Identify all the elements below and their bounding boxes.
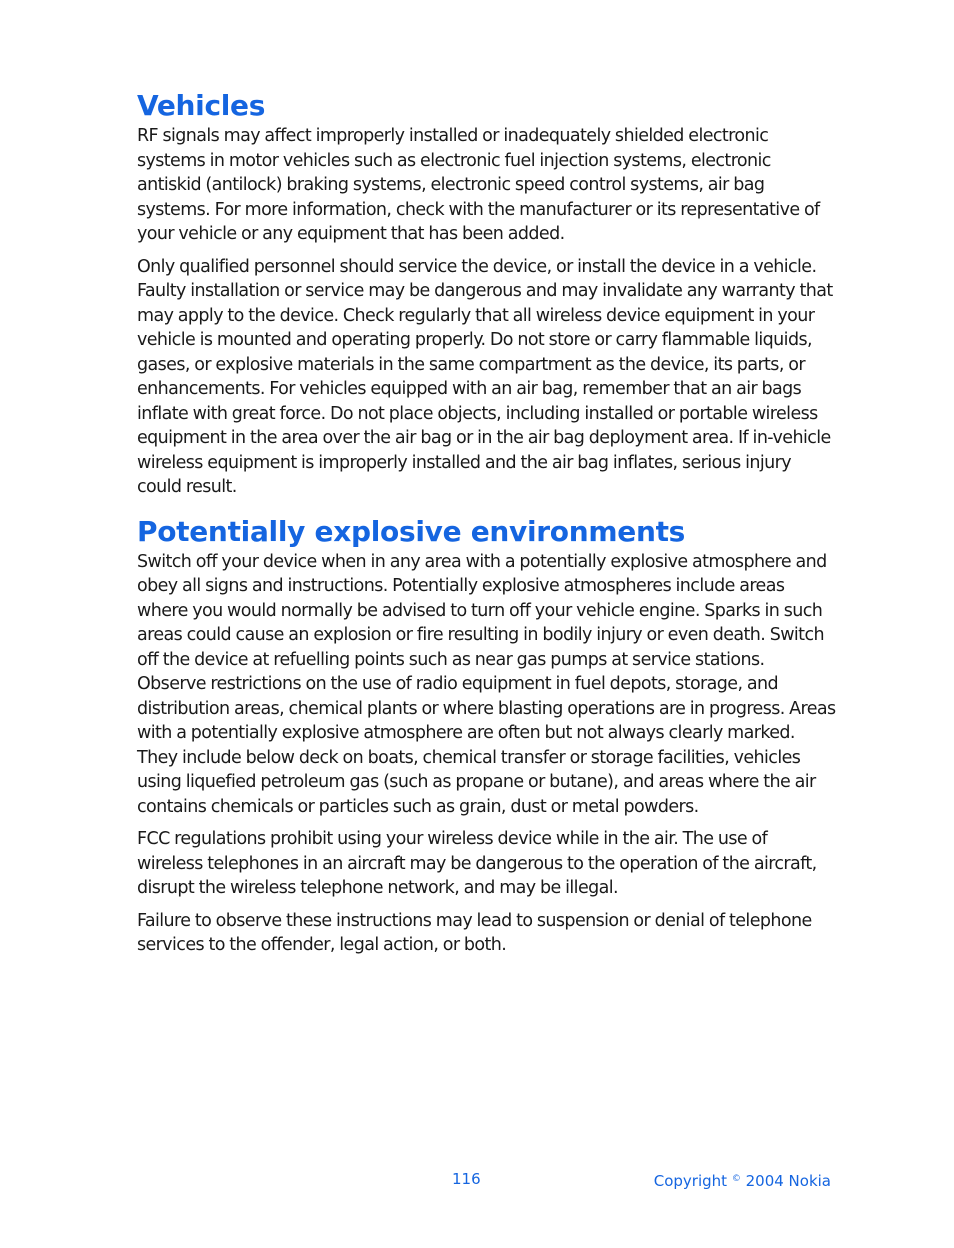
paragraph: Switch off your device when in any area with a potentially explosive atmosphere and obey all signs and instructions. Potentially explosive atmospheres include areas where you would normally be advised to turn off your vehicle engine. Sparks in such areas could cause an explosion or fire resulting in bodily injury or even death. Switch off the device at refuelling points such as near gas pumps at service stations. Observe restrictions on the use of radio equipment in fuel depots, storage, and distribution areas, chemical plants or where blasting operations are in progress. Areas with a potentially explosive atmosphere are often but not always clearly marked. They include below deck on boats, chemical transfer or storage facilities, vehicles using liquefied petroleum gas (such as propane or butane), and areas where the air contains chemicals or particles such as grain, dust or metal powders. [137, 551, 836, 817]
paragraph: Only qualified personnel should service the device, or install the device in a vehicle. Faulty installation or service may be dangerous and may invalidate any warranty that may apply to the device. Check regularly that all wireless device equipment in your vehicle is mounted and operating properly. Do not store or carry flammable liquids, gases, or explosive materials in the same compartment as the device, its parts, or enhancements. For vehicles equipped with an air bag, remember that an air bags inflate with great force. Do not place objects, including installed or portable wireless equipment in the area over the air bag or in the air bag deployment area. If in-vehicle wireless equipment is improperly installed and the air bag inflates, serious injury could result. [137, 256, 833, 497]
section-heading: Vehicles [137, 89, 266, 122]
copyright-symbol: © [731, 1174, 741, 1184]
page-number: 116 [452, 1170, 481, 1188]
vehicles-section [137, 88, 837, 500]
explosive-environments-section [137, 514, 837, 958]
document-page [137, 88, 837, 966]
paragraph: RF signals may affect improperly installed or inadequately shielded electronic systems in motor vehicles such as electronic fuel injection systems, electronic antiskid (antilock) braking systems, electronic speed control systems, air bag systems. For more information, check with the manufacturer or its representative of your vehicle or any equipment that has been added. [137, 126, 820, 244]
section-heading: Potentially explosive environments [137, 514, 686, 548]
copyright-suffix: 2004 Nokia [745, 1172, 831, 1190]
copyright-prefix: Copyright [653, 1172, 728, 1190]
paragraph: FCC regulations prohibit using your wireless device while in the air. The use of wireless telephones in an aircraft may be dangerous to the operation of the aircraft, disrupt the wireless telephone network, and may be illegal. [137, 829, 817, 898]
copyright-notice [654, 1168, 831, 1192]
paragraph: Failure to observe these instructions may lead to suspension or denial of telephone services to the offender, legal action, or both. [137, 910, 812, 955]
